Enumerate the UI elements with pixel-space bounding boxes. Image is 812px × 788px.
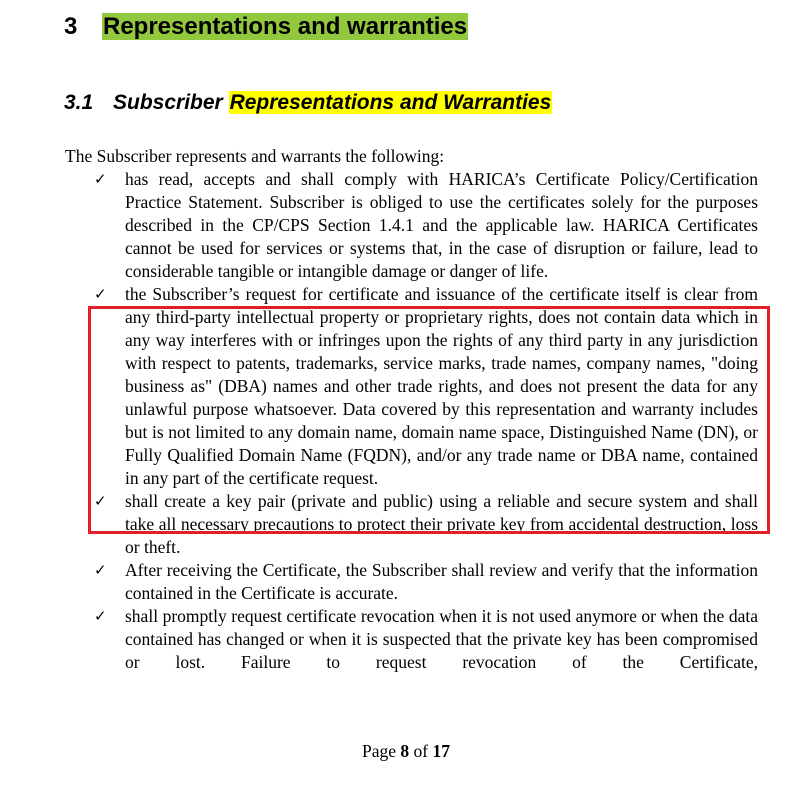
checkmark-icon: ✓ — [94, 561, 107, 579]
page-of-label: of — [413, 741, 429, 761]
section-heading — [64, 10, 468, 44]
section-title: Representations and warranties — [103, 13, 468, 40]
list-item-text: shall promptly request certificate revocation when it is not used anymore or when the data contained has changed or when it is suspected that the private key has been compromised or lost. Failure to request revocation of the Certificate, — [125, 606, 758, 672]
subsection-title-plain: Subscriber — [113, 91, 223, 114]
list-item — [94, 605, 758, 674]
intro-paragraph: The Subscriber represents and warrants the following: — [65, 146, 445, 166]
list-item — [94, 168, 758, 283]
list-item-text: shall create a key pair (private and public) using a reliable and secure system and shall take all necessary precautions to protect their private key from accidental destruction, loss or theft. — [125, 491, 758, 557]
current-page-number: 8 — [400, 741, 410, 761]
checkmark-icon: ✓ — [94, 285, 107, 303]
subsection-number: 3.1 — [64, 91, 94, 114]
checkmark-icon: ✓ — [94, 607, 107, 625]
page-label: Page — [362, 741, 397, 761]
subsection-title-highlight: Representations and Warranties — [229, 91, 552, 114]
list-item-text: has read, accepts and shall comply with HARICA’s Certificate Policy/Certification Practice Statement. Subscriber is obliged to use the certificates solely for the purposes described in the CP/CPS Section 1.4.1 and the applicable law. HARICA Certificates cannot be used for services or systems that, in the case of disruption or failure, lead to considerable tangible or intangible damage or danger of life. — [125, 169, 758, 281]
warranty-list — [94, 168, 758, 674]
list-item-text: After receiving the Certificate, the Subscriber shall review and verify that the information contained in the Certificate is accurate. — [125, 560, 758, 603]
section-number: 3 — [64, 13, 78, 40]
list-item — [94, 283, 758, 490]
checkmark-icon: ✓ — [94, 492, 107, 510]
total-pages-number: 17 — [432, 741, 450, 761]
list-item-text: the Subscriber’s request for certificate and issuance of the certificate itself is clear from any third-party intellectual property or proprietary rights, does not contain data which in any way interferes with or infringes upon the rights of any third party in any jurisdiction with respect to patents, trademarks, service marks, trade names, company names, "doing business as" (DBA) names and other trade rights, and does not present the data for any unlawful purpose whatsoever. Data covered by this representation and warranty includes but is not limited to any domain name, domain name space, Distinguished Name (DN), or Fully Qualified Domain Name (FQDN), and/or any trade name or DBA name, contained in any part of the certificate request. — [125, 284, 758, 488]
subsection-heading — [64, 88, 552, 118]
list-item — [94, 490, 758, 559]
page-footer — [0, 740, 812, 763]
checkmark-icon: ✓ — [94, 170, 107, 188]
list-item — [94, 559, 758, 605]
